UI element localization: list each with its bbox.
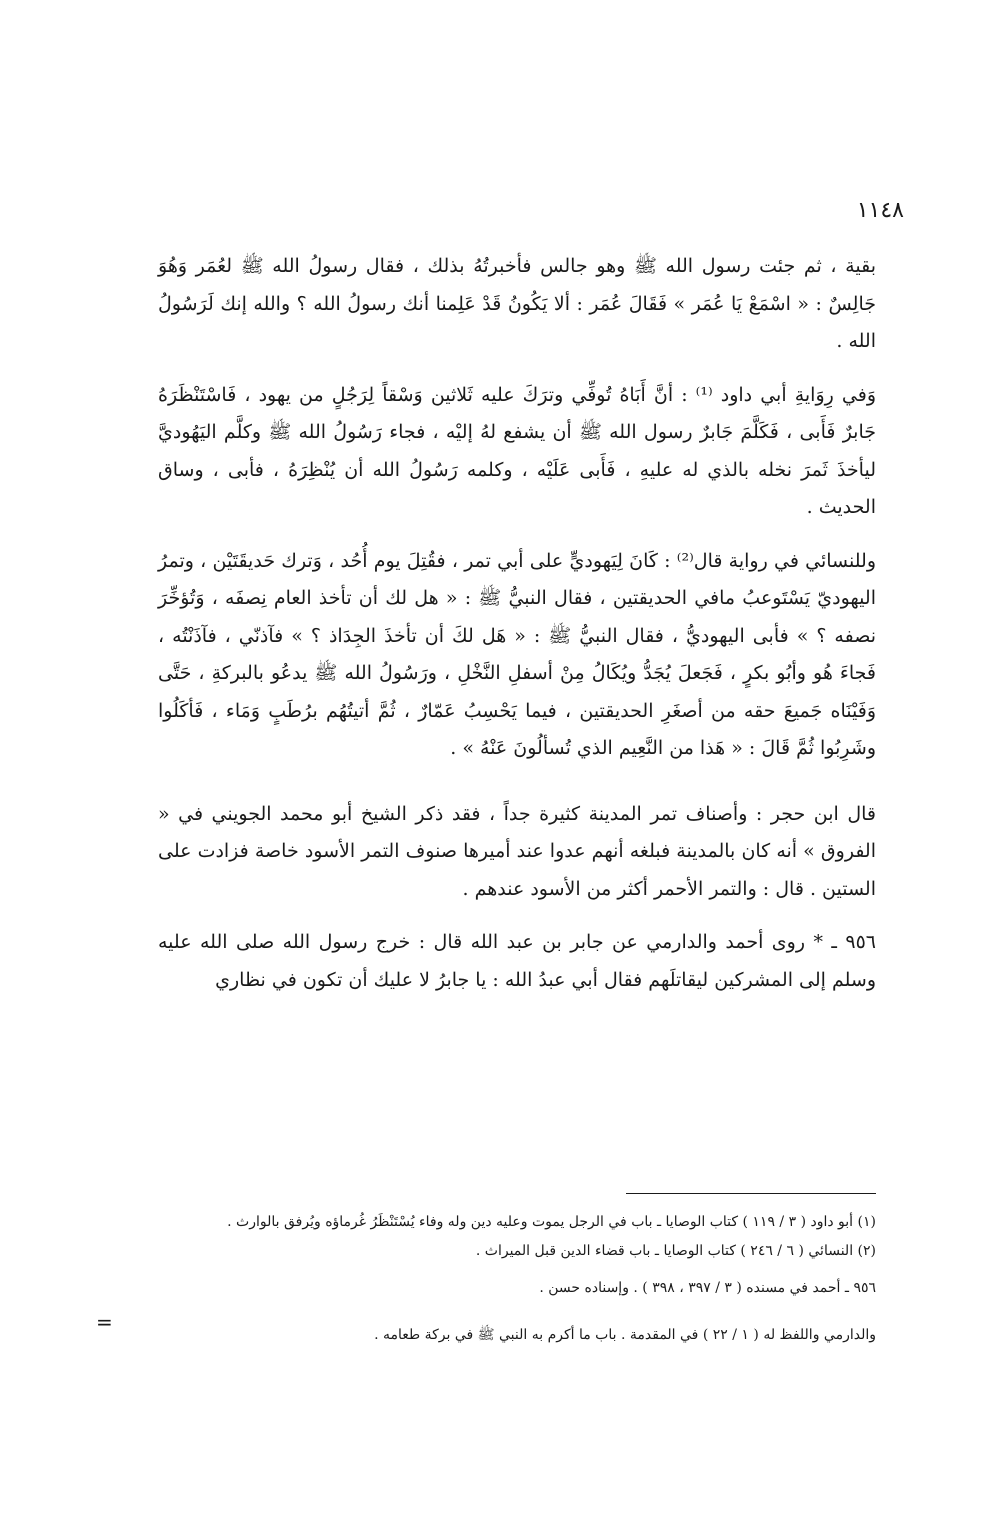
footnote-divider	[626, 1193, 876, 1194]
footnote-956-ahmad: ٩٥٦ ـ أحمد في مسنده ( ٣ / ٣٩٧ ، ٣٩٨ ) . وإسناده حسن .	[539, 1280, 876, 1296]
footnote-956-darimi: والدارمي واللفظ له ( ١ / ٢٢ ) في المقدمة . باب ما أكرم به النبي ﷺ في بركة طعامه .	[374, 1327, 876, 1343]
paragraph-narration-end: بقية ، ثم جئت رسول الله ﷺ وهو جالس فأخبرتُهُ بذلك ، فقال رسولُ الله ﷺ لعُمَر وَهُوَ جَالِسٌ : « اسْمَعْ يَا عُمَر » فَقَالَ عُمَر : ألا يَكُونُ قَدْ عَلِمنا أنك رسولُ الله ؟ والله إنك لَرَسُولُ الله .	[158, 255, 876, 352]
paragraph-nasai: وللنسائي في رواية قال⁽²⁾ : كَانَ لِيَهوديٍّ على أبي تمر ، فقُتِلَ يوم أُحُد ، وَترك حَديقَتَيْن ، وتمرُ اليهوديّ يَسْتَوعبُ مافي الحديقتين ، فقال النبيُّ ﷺ : « هل لك أن تأخذ العام نِصفَه ، وَتُؤخِّرَ نصفه ؟ » فأبى اليهوديُّ ، فقال النبيُّ ﷺ : « هَل لكَ أن تأخذَ الجِدَاذ ؟ » فآذنّي ، فآذَنْتُه ، فَجاءَ هُو وأبُو بكرٍ ، فَجَعلَ يُجَدُّ ويُكَالُ مِنْ أسفلِ النَّخْلِ ، ورَسُولُ الله ﷺ يدعُو بالبركةِ ، حَتَّى وَفَيْنَاه جَميعَ حقه من أصغَرِ الحديقتين ، فيما يَحْسِبُ عَمّارٌ ، ثُمَّ أتيتُهُم برُطَبٍ وَمَاء ، فَأكَلُوا وشَرِبُوا ثُمَّ قَالَ : « هَذا من النَّعِيم الذي تُسألُونَ عَنْهُ » .	[158, 549, 876, 759]
footnote-2: (٢) النسائي ( ٦ / ٢٤٦ ) كتاب الوصايا ـ باب قضاء الدين قبل الميراث .	[475, 1243, 876, 1259]
main-text	[158, 248, 876, 999]
page-number: ١١٤٨	[856, 198, 904, 223]
footnotes	[158, 1208, 876, 1350]
paragraph-ibn-hajar: قال ابن حجر : وأصناف تمر المدينة كثيرة جداً ، فقد ذكر الشيخ أبو محمد الجويني في « الفروق » أنه كان بالمدينة فبلغه أنهم عدوا عند أميرها صنوف التمر الأسود خاصة فزادت على الستين . قال : والتمر الأحمر أكثر من الأسود عندهم .	[158, 802, 876, 900]
margin-mark: =	[96, 1310, 113, 1334]
paragraph-abu-dawud: وَفي رِوَايةِ أبي داود ⁽¹⁾ : أنَّ أَبَاهُ تُوفِّي وترَكَ عليه ثَلاثين وَسْقاً لِرَجُلٍ من يهود ، فَاسْتَنْظَرَهُ جَابرٌ فَأَبى ، فَكَلَّمَ جَابرٌ رسول الله ﷺ أن يشفع لهُ إليْه ، فجاء رَسُولُ الله ﷺ وكلَّم اليَهُوديَّ ليأخذَ ثَمرَ نخله بالذي له عليهِ ، فَأَبى عَلَيْه ، وكلمه رَسُولُ الله أن يُنْظِرَهُ ، فأبى ، وساق الحديث .	[158, 383, 876, 518]
footnote-1: (١) أبو داود ( ٣ / ١١٩ ) كتاب الوصايا ـ باب في الرجل يموت وعليه دين وله وفاء يُسْتَنْظَرُ غُرماؤه ويُرفق بالوارث .	[227, 1214, 876, 1230]
paragraph-hadith-956: ٩٥٦ ـ * روى أحمد والدارمي عن جابر بن عبد الله قال : خرج رسول الله صلى الله عليه وسلم إلى المشركين ليقاتلَهم فقال أبي عبدُ الله : يا جابرُ لا عليك أن تكون في نظاري	[158, 931, 876, 991]
